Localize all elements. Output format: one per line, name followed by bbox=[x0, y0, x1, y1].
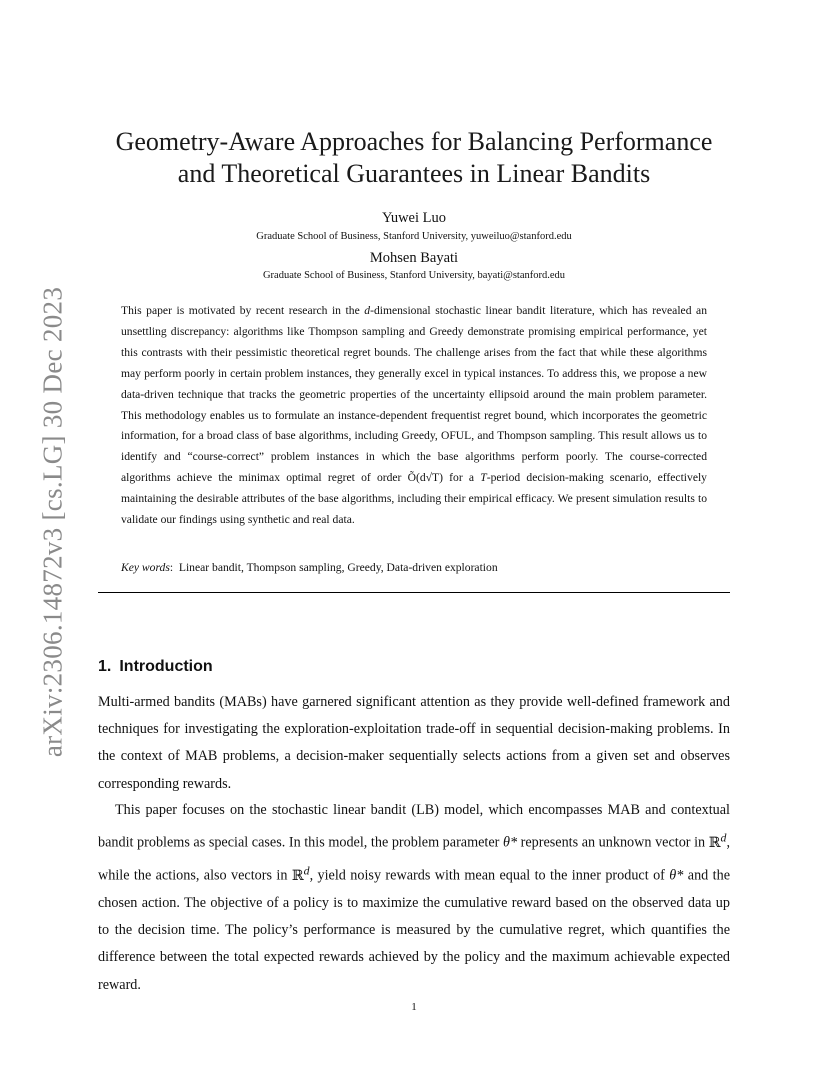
math-d-superscript: d bbox=[720, 830, 727, 845]
math-R: ℝ bbox=[708, 834, 721, 851]
keywords: Key words: Linear bandit, Thompson sampling, Greedy, Data-driven exploration bbox=[121, 561, 498, 574]
title-line-2: and Theoretical Guarantees in Linear Bandits bbox=[177, 159, 651, 188]
keywords-text: Linear bandit, Thompson sampling, Greedy, Data-driven exploration bbox=[178, 561, 498, 574]
math-theta-star: θ* bbox=[669, 867, 684, 884]
title-line-1: Geometry-Aware Approaches for Balancing Performance bbox=[115, 127, 713, 156]
paragraph: Multi-armed bandits (MABs) have garnered significant attention as they provide well-defined framework and techniques for investigating the exploration-exploitation trade-off in sequential decision-making problems. In the context of MAB problems, a decision-maker sequentially selects actions from a given set and observes corresponding rewards. bbox=[98, 694, 730, 792]
section-number: 1. bbox=[98, 658, 112, 675]
author-affiliation: Graduate School of Business, Stanford University, bayati@stanford.edu bbox=[262, 270, 566, 281]
math-d: d bbox=[364, 304, 371, 317]
section-heading bbox=[98, 658, 213, 676]
math-T: T bbox=[480, 471, 487, 485]
paragraph-text: , while the actions, also vectors in bbox=[98, 834, 730, 884]
paragraph bbox=[98, 797, 730, 999]
paragraph-text: and the chosen action. The objective of a policy is to maximize the cumulative reward based on the observed data up to the decision time. The policy’s performance is measured by the cumulative regret, which quantifies the difference between the total expected rewards achieved by the policy and the maximum achievable expected reward. bbox=[98, 867, 730, 993]
author-affiliation: Graduate School of Business, Stanford University, yuweiluo@stanford.edu bbox=[256, 231, 572, 242]
abstract-text: for a bbox=[442, 471, 481, 485]
abstract-text: This paper is motivated by recent research in the bbox=[121, 304, 365, 317]
math-real-space bbox=[291, 863, 310, 884]
math-real-space bbox=[708, 830, 727, 851]
paragraph-text: This paper focuses on the stochastic linear bandit (LB) model, which encompasses MAB and contextual bandit problems as special cases. In this model, the problem parameter bbox=[98, 802, 730, 851]
paragraph-text: represents an unknown vector in bbox=[517, 834, 709, 851]
math-theta-star: θ* bbox=[502, 834, 518, 851]
abstract bbox=[121, 301, 707, 531]
keywords-label: Key words bbox=[121, 561, 170, 574]
math-R: ℝ bbox=[291, 867, 304, 884]
section-divider bbox=[98, 592, 730, 593]
paper-title bbox=[98, 126, 730, 190]
author-name: Yuwei Luo bbox=[381, 210, 447, 226]
abstract-text: -dimensional stochastic linear bandit literature, which has revealed an unsettling discrepancy: algorithms like Thompson sampling and Greedy demonstrate promising empirical performance, yet this contrasts with their pessimistic theoretical regret bounds. The challenge arises from the fact that while these algorithms may perform poorly in certain problem instances, they generally excel in typical instances. To address this, we propose a new data-driven technique that tracks the geometric properties of the uncertainty ellipsoid around the main problem parameter. This methodology enables us to formulate an instance-dependent frequentist regret bound, which incorporates the geometric information, for a broad class of base algorithms, including Greedy, OFUL, and Thompson sampling. This result allows us to identify and “course-correct” problem instances in which the base algorithms perform poorly. The course-corrected algorithms achieve the minimax optimal regret of order bbox=[121, 304, 707, 485]
abstract-text: -period decision-making scenario, effectively maintaining the desirable attributes of the base algorithms, including their empirical efficacy. We present simulation results to validate our findings using synthetic and real data. bbox=[121, 471, 707, 527]
math-d-superscript: d bbox=[303, 863, 310, 878]
paragraph-text: , yield noisy rewards with mean equal to the inner product of bbox=[309, 867, 670, 884]
arxiv-identifier-stamp: arXiv:2306.14872v3 [cs.LG] 30 Dec 2023 bbox=[37, 286, 68, 758]
page-number: 1 bbox=[411, 1001, 417, 1013]
author-name: Mohsen Bayati bbox=[369, 250, 459, 266]
section-title: Introduction bbox=[119, 658, 213, 675]
math-regret-order: Õ(d√T) bbox=[407, 471, 443, 485]
